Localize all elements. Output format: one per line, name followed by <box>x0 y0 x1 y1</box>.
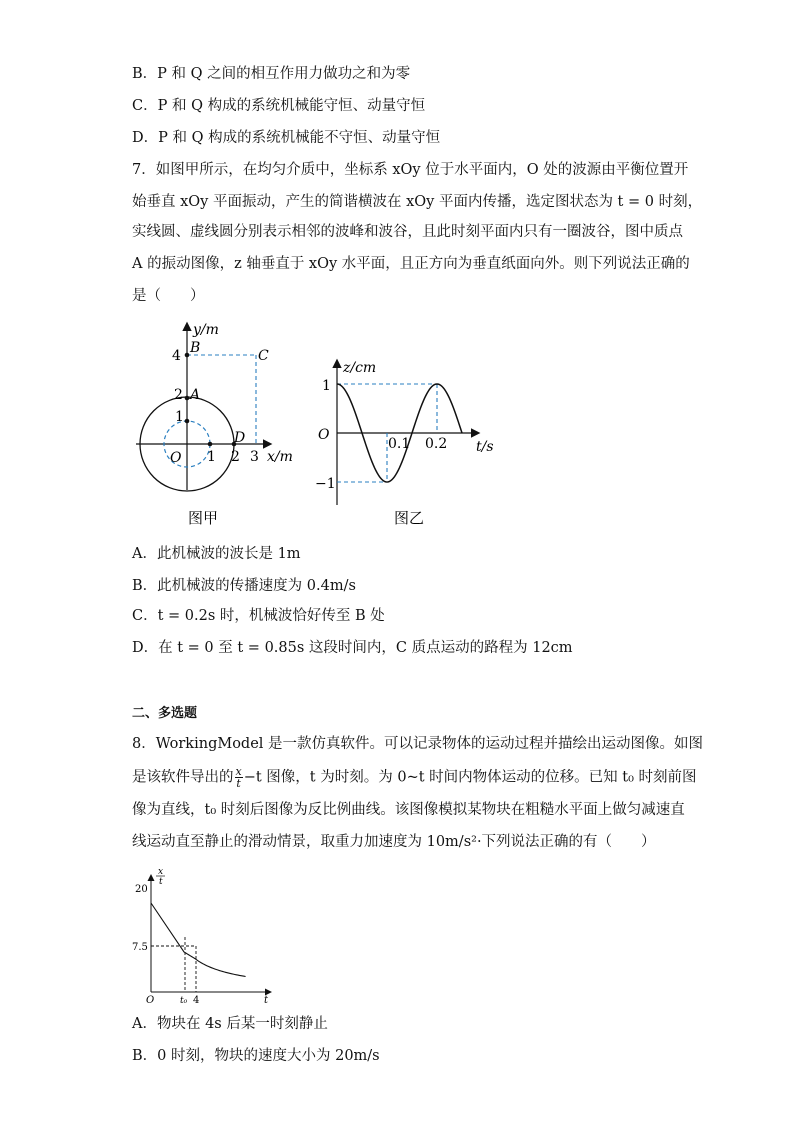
figA-caption: 图甲 <box>188 509 219 527</box>
figB-ytick-top: 1 <box>322 378 331 394</box>
figure-jia <box>130 318 305 533</box>
q8-option-a: A．物块在 4s 后某一时刻静止 <box>132 1016 328 1032</box>
q6-option-c: C．P 和 Q 构成的系统机械能守恒、动量守恒 <box>132 98 426 114</box>
q6-option-b: B．P 和 Q 之间的相互作用力做功之和为零 <box>132 66 411 82</box>
figA-label-o: O <box>170 450 182 466</box>
figA-xtick-1: 1 <box>207 449 216 465</box>
figB-caption: 图乙 <box>394 509 425 527</box>
figA-xlabel: x/m <box>267 449 293 465</box>
figA-label-a: A <box>190 387 201 403</box>
q8-ytick-20: 20 <box>135 884 148 895</box>
figA-point-a <box>185 396 190 401</box>
q6-option-d: D．P 和 Q 构成的系统机械能不守恒、动量守恒 <box>132 130 441 146</box>
q8-xtick-4: 4 <box>193 995 200 1006</box>
q8-ytick-75: 7.5 <box>132 942 148 953</box>
q7-option-b: B．此机械波的传播速度为 0.4m/s <box>132 578 356 594</box>
section-title: 二、多选题 <box>132 706 198 721</box>
figA-ytick-2: 2 <box>174 387 183 403</box>
figB-xtick-2: 0.2 <box>425 436 448 452</box>
figB-ytick-bottom: −1 <box>315 476 336 492</box>
q7-option-c: C．t = 0.2s 时，机械波恰好传至 B 处 <box>132 608 385 624</box>
q8-origin: O <box>146 995 155 1006</box>
q7-text-line-4: A 的振动图像，z 轴垂直于 xOy 水平面，且正方向为垂直纸面向外。则下列说法正确的 <box>132 256 690 272</box>
q8-text-line-2a: 是该软件导出的 <box>132 769 234 786</box>
q8-xtick-t0: t₀ <box>180 996 188 1006</box>
figB-xtick-1: 0.1 <box>388 436 411 452</box>
q7-text-line-1: 7．如图甲所示，在均匀介质中，坐标系 xOy 位于水平面内，O 处的波源由平衡位置开 <box>132 162 689 178</box>
figA-label-b: B <box>190 340 201 356</box>
figA-ytick-4: 4 <box>172 348 181 364</box>
figB-ylabel: z/cm <box>343 360 377 376</box>
q8-text-line-2 <box>132 766 697 789</box>
figA-point-1x <box>208 442 213 447</box>
figA-ytick-1: 1 <box>175 409 184 425</box>
q8-text-line-4: 线运动直至静止的滑动情景，取重力加速度为 10m/s²·下列说法正确的有（ ） <box>132 834 656 850</box>
q8-fraction: $\frac{x}{t}$ <box>235 765 242 790</box>
q8-xlabel: t <box>264 995 269 1006</box>
figA-label-d: D <box>234 430 246 446</box>
figA-point-1y <box>185 419 190 424</box>
figure-yi <box>310 355 505 535</box>
q7-text-line-3: 实线圆、虚线圆分别表示相邻的波峰和波谷，且此时刻平面内只有一圈波谷，图中质点 <box>132 224 683 240</box>
q8-text-line-1: 8．WorkingModel 是一款仿真软件。可以记录物体的运动过程并描绘出运动图像。如图 <box>132 736 704 752</box>
figA-label-c: C <box>258 348 269 364</box>
figA-xtick-3: 3 <box>250 449 259 465</box>
q7-text-line-5: 是（ ） <box>132 288 205 304</box>
figA-point-b <box>185 353 190 358</box>
figA-ylabel: y/m <box>193 322 219 338</box>
q8-curve <box>151 903 246 976</box>
figA-xtick-2: 2 <box>231 449 240 465</box>
q7-option-a: A．此机械波的波长是 1m <box>132 546 301 562</box>
figB-origin: O <box>318 427 330 443</box>
figB-xlabel: t/s <box>476 439 494 455</box>
q8-text-line-2b: −t 图像，t 为时刻。为 0~t 时间内物体运动的位移。已知 t₀ 时刻前图 <box>243 769 697 786</box>
q7-text-line-2: 始垂直 xOy 平面振动，产生的简谐横波在 xOy 平面内传播，选定图状态为 t = 0 时刻， <box>132 194 703 210</box>
q8-text-line-3: 像为直线，t₀ 时刻后图像为反比例曲线。该图像模拟某物块在粗糙水平面上做匀减速直 <box>132 802 685 818</box>
q8-figure <box>130 862 280 1007</box>
q8-ylabel-num: x <box>158 867 164 877</box>
q8-ylabel-den: t <box>159 877 163 887</box>
q8-option-b: B．0 时刻，物块的速度大小为 20m/s <box>132 1048 380 1064</box>
q7-option-d: D．在 t = 0 至 t = 0.85s 这段时间内，C 质点运动的路程为 12cm <box>132 640 573 656</box>
